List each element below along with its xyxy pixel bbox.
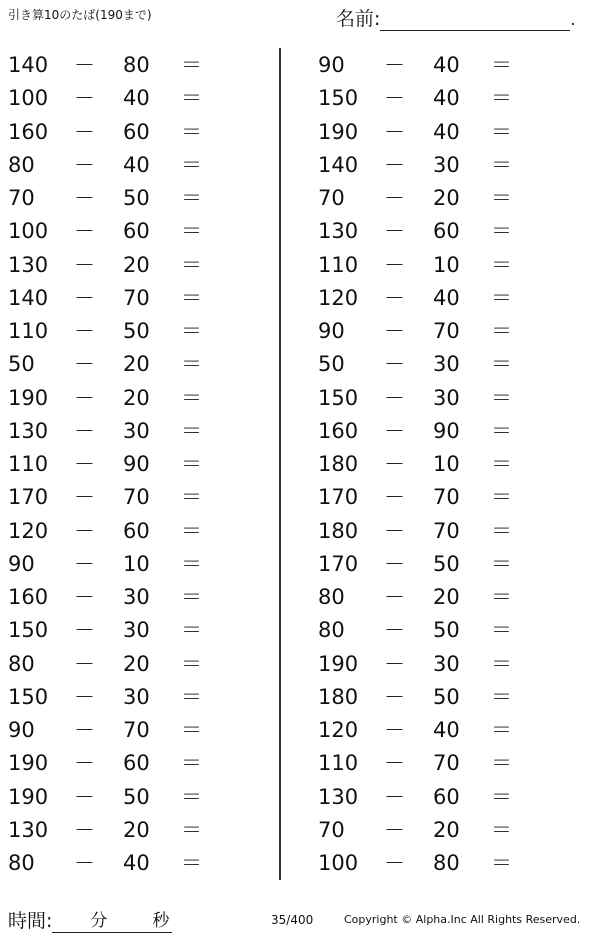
subtrahend: 20: [433, 817, 460, 842]
subtrahend: 40: [123, 152, 150, 177]
subtrahend: 90: [123, 452, 150, 476]
page-number: 35/400: [271, 913, 314, 927]
equals-sign: ＝: [181, 53, 202, 77]
minus-sign: －: [74, 651, 95, 676]
minuend: 180: [318, 684, 359, 709]
equals-sign: ＝: [491, 618, 512, 643]
subtrahend: 40: [433, 285, 460, 310]
name-blank-line[interactable]: [380, 11, 570, 31]
equals-sign: ＝: [181, 186, 202, 210]
minuend: 170: [8, 485, 49, 510]
minuend: 140: [318, 152, 359, 177]
minus-sign: －: [74, 385, 95, 410]
minuend: 120: [318, 718, 359, 742]
minus-sign: －: [384, 817, 405, 842]
subtrahend: 30: [123, 684, 150, 709]
minus-sign: －: [74, 751, 95, 776]
minuend: 120: [8, 518, 49, 543]
minus-sign: －: [74, 86, 95, 111]
equals-sign: ＝: [181, 618, 202, 643]
minuend: 100: [8, 86, 49, 111]
equals-sign: ＝: [491, 53, 512, 77]
equals-sign: ＝: [181, 651, 202, 676]
equals-sign: ＝: [181, 817, 202, 842]
minuend: 90: [318, 53, 345, 77]
subtrahend: 30: [433, 385, 460, 410]
minuend: 190: [318, 119, 359, 144]
subtrahend: 60: [433, 784, 460, 809]
subtrahend: 10: [433, 252, 460, 277]
subtrahend: 60: [433, 219, 460, 244]
minus-sign: －: [74, 518, 95, 543]
equals-sign: ＝: [491, 285, 512, 310]
equals-sign: ＝: [181, 751, 202, 776]
equals-sign: ＝: [491, 86, 512, 111]
subtrahend: 40: [433, 119, 460, 144]
subtrahend: 90: [433, 418, 460, 443]
subtrahend: 70: [433, 518, 460, 543]
subtrahend: 30: [433, 651, 460, 676]
minus-sign: －: [384, 352, 405, 377]
minuend: 170: [318, 551, 359, 576]
subtrahend: 20: [123, 385, 150, 410]
minus-sign: －: [384, 285, 405, 310]
equals-sign: ＝: [181, 784, 202, 809]
subtrahend: 30: [123, 585, 150, 609]
subtrahend: 20: [433, 186, 460, 210]
subtrahend: 20: [123, 651, 150, 676]
minuend: 70: [8, 186, 35, 210]
equals-sign: ＝: [491, 186, 512, 210]
minuend: 190: [8, 751, 49, 776]
minutes-label: 分: [90, 911, 108, 931]
equals-sign: ＝: [491, 152, 512, 177]
minus-sign: －: [74, 186, 95, 210]
minuend: 150: [318, 86, 359, 111]
minuend: 130: [8, 252, 49, 277]
equals-sign: ＝: [491, 651, 512, 676]
name-end-dot: .: [570, 10, 576, 29]
subtrahend: 70: [433, 485, 460, 510]
subtrahend: 30: [123, 418, 150, 443]
minuend: 160: [8, 585, 49, 609]
minus-sign: －: [384, 518, 405, 543]
minuend: 80: [318, 585, 345, 609]
subtrahend: 40: [433, 86, 460, 111]
minus-sign: －: [384, 319, 405, 343]
equals-sign: ＝: [181, 219, 202, 244]
equals-sign: ＝: [491, 119, 512, 144]
minus-sign: －: [74, 452, 95, 476]
time-field: [8, 906, 172, 933]
equals-sign: ＝: [181, 585, 202, 609]
equals-sign: ＝: [491, 252, 512, 277]
minuend: 80: [8, 851, 35, 875]
minus-sign: －: [74, 784, 95, 809]
equals-sign: ＝: [181, 452, 202, 476]
minuend: 190: [8, 385, 49, 410]
time-blank-line[interactable]: [52, 910, 172, 933]
minuend: 90: [8, 718, 35, 742]
minuend: 190: [318, 651, 359, 676]
subtrahend: 50: [433, 551, 460, 576]
minuend: 130: [8, 418, 49, 443]
seconds-label: 秒: [152, 911, 170, 931]
minuend: 110: [318, 751, 359, 776]
equals-sign: ＝: [491, 219, 512, 244]
minus-sign: －: [74, 219, 95, 244]
subtrahend: 60: [123, 518, 150, 543]
equals-sign: ＝: [181, 319, 202, 343]
minuend: 130: [318, 784, 359, 809]
subtrahend: 40: [123, 851, 150, 875]
minus-sign: －: [74, 551, 95, 576]
equals-sign: ＝: [181, 684, 202, 709]
equals-sign: ＝: [181, 352, 202, 377]
minuend: 110: [318, 252, 359, 277]
equals-sign: ＝: [181, 385, 202, 410]
subtrahend: 30: [123, 618, 150, 643]
name-label: 名前:: [336, 8, 381, 30]
subtrahend: 50: [123, 319, 150, 343]
minus-sign: －: [384, 751, 405, 776]
minus-sign: －: [74, 585, 95, 609]
minus-sign: －: [384, 53, 405, 77]
minuend: 70: [318, 186, 345, 210]
minuend: 110: [8, 319, 49, 343]
subtrahend: 30: [433, 152, 460, 177]
minus-sign: －: [74, 718, 95, 742]
equals-sign: ＝: [491, 585, 512, 609]
subtrahend: 70: [123, 285, 150, 310]
minuend: 80: [318, 618, 345, 643]
equals-sign: ＝: [491, 485, 512, 510]
minus-sign: －: [74, 152, 95, 177]
subtrahend: 50: [123, 784, 150, 809]
minuend: 150: [8, 684, 49, 709]
subtrahend: 50: [123, 186, 150, 210]
subtrahend: 70: [123, 485, 150, 510]
equals-sign: ＝: [491, 851, 512, 875]
subtrahend: 60: [123, 219, 150, 244]
minuend: 110: [8, 452, 49, 476]
minus-sign: －: [384, 485, 405, 510]
minus-sign: －: [384, 152, 405, 177]
equals-sign: ＝: [181, 285, 202, 310]
subtrahend: 30: [433, 352, 460, 377]
worksheet-title: 引き算10のたば(190まで): [8, 8, 152, 22]
minuend: 140: [8, 285, 49, 310]
minus-sign: －: [74, 285, 95, 310]
subtrahend: 20: [123, 252, 150, 277]
equals-sign: ＝: [181, 718, 202, 742]
minus-sign: －: [384, 851, 405, 875]
minus-sign: －: [384, 585, 405, 609]
minus-sign: －: [384, 452, 405, 476]
equals-sign: ＝: [181, 518, 202, 543]
minus-sign: －: [384, 252, 405, 277]
subtrahend: 20: [123, 352, 150, 377]
subtrahend: 60: [123, 119, 150, 144]
minus-sign: －: [384, 86, 405, 111]
minuend: 160: [8, 119, 49, 144]
minus-sign: －: [74, 319, 95, 343]
subtrahend: 50: [433, 684, 460, 709]
minus-sign: －: [384, 385, 405, 410]
minus-sign: －: [384, 618, 405, 643]
minuend: 50: [318, 352, 345, 377]
minus-sign: －: [74, 618, 95, 643]
minus-sign: －: [74, 53, 95, 77]
equals-sign: ＝: [491, 418, 512, 443]
minus-sign: －: [74, 851, 95, 875]
minuend: 140: [8, 53, 49, 77]
minus-sign: －: [384, 418, 405, 443]
minus-sign: －: [384, 219, 405, 244]
minus-sign: －: [384, 551, 405, 576]
minuend: 100: [318, 851, 359, 875]
column-divider: [279, 48, 281, 880]
minus-sign: －: [384, 718, 405, 742]
footer: [8, 906, 588, 932]
subtrahend: 80: [433, 851, 460, 875]
minus-sign: －: [74, 252, 95, 277]
equals-sign: ＝: [491, 551, 512, 576]
equals-sign: ＝: [181, 152, 202, 177]
minuend: 180: [318, 452, 359, 476]
equals-sign: ＝: [491, 784, 512, 809]
minuend: 90: [8, 551, 35, 576]
minuend: 70: [318, 817, 345, 842]
subtrahend: 70: [433, 751, 460, 776]
minus-sign: －: [74, 684, 95, 709]
copyright-notice: Copyright © Alpha.Inc All Rights Reserved.: [344, 913, 581, 926]
equals-sign: ＝: [491, 452, 512, 476]
equals-sign: ＝: [181, 418, 202, 443]
minus-sign: －: [74, 119, 95, 144]
equals-sign: ＝: [181, 551, 202, 576]
minuend: 120: [318, 285, 359, 310]
subtrahend: 80: [123, 53, 150, 77]
minus-sign: －: [384, 784, 405, 809]
minus-sign: －: [384, 119, 405, 144]
minuend: 130: [8, 817, 49, 842]
minus-sign: －: [74, 352, 95, 377]
subtrahend: 20: [123, 817, 150, 842]
equals-sign: ＝: [181, 86, 202, 111]
equals-sign: ＝: [491, 518, 512, 543]
minuend: 50: [8, 352, 35, 377]
minuend: 90: [318, 319, 345, 343]
equals-sign: ＝: [491, 319, 512, 343]
time-label: 時間:: [8, 910, 53, 932]
minuend: 130: [318, 219, 359, 244]
subtrahend: 50: [433, 618, 460, 643]
equals-sign: ＝: [491, 718, 512, 742]
equals-sign: ＝: [491, 751, 512, 776]
minus-sign: －: [74, 485, 95, 510]
minuend: 160: [318, 418, 359, 443]
equals-sign: ＝: [181, 252, 202, 277]
equals-sign: ＝: [181, 851, 202, 875]
equals-sign: ＝: [491, 684, 512, 709]
minus-sign: －: [384, 651, 405, 676]
subtrahend: 10: [433, 452, 460, 476]
equals-sign: ＝: [491, 385, 512, 410]
subtrahend: 70: [123, 718, 150, 742]
equals-sign: ＝: [491, 817, 512, 842]
minuend: 150: [8, 618, 49, 643]
minus-sign: －: [384, 684, 405, 709]
minuend: 180: [318, 518, 359, 543]
subtrahend: 40: [433, 53, 460, 77]
subtrahend: 40: [123, 86, 150, 111]
name-field[interactable]: [336, 4, 576, 31]
subtrahend: 60: [123, 751, 150, 776]
subtrahend: 70: [433, 319, 460, 343]
minuend: 190: [8, 784, 49, 809]
subtrahend: 40: [433, 718, 460, 742]
subtrahend: 20: [433, 585, 460, 609]
minuend: 150: [318, 385, 359, 410]
minuend: 80: [8, 152, 35, 177]
subtrahend: 10: [123, 551, 150, 576]
minuend: 80: [8, 651, 35, 676]
minuend: 170: [318, 485, 359, 510]
equals-sign: ＝: [181, 485, 202, 510]
equals-sign: ＝: [491, 352, 512, 377]
minus-sign: －: [74, 418, 95, 443]
minus-sign: －: [74, 817, 95, 842]
equals-sign: ＝: [181, 119, 202, 144]
minuend: 100: [8, 219, 49, 244]
minus-sign: －: [384, 186, 405, 210]
